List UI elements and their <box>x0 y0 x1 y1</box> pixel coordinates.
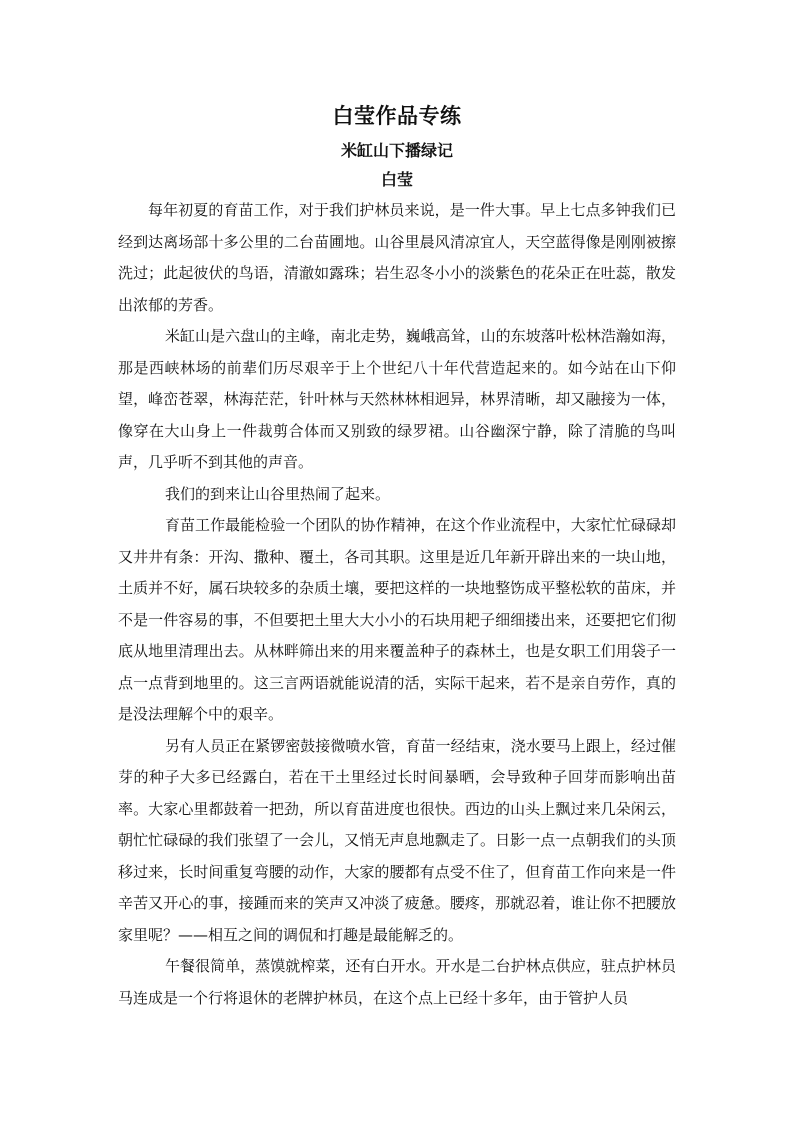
document-title: 白莹作品专练 <box>332 104 462 128</box>
document-page <box>118 100 676 1014</box>
paragraph-6: 午餐很简单，蒸馍就榨菜，还有白开水。开水是二台护林点供应，驻点护林员马连成是一个行将退休的老牌护林员，在这个点上已经十多年，由于管护人员 <box>118 957 676 1007</box>
article-title: 米缸山下播绿记 <box>340 141 453 160</box>
paragraph-3: 我们的到来让山谷里热闹了起来。 <box>165 484 391 503</box>
paragraph-5: 另有人员正在紧锣密鼓接微喷水管，育苗一经结束，浇水要马上跟上，经过催芽的种子大多已经露白，若在干土里经过长时间暴晒，会导致种子回芽而影响出苗率。大家心里都鼓着一把劲，所以育苗进度也很快。西边的山头上飘过来几朵闲云，朝忙忙碌碌的我们张望了一会儿，又悄无声息地飘走了。日影一点一点朝我们的头顶移过来，长时间重复弯腰的动作，大家的腰都有点受不住了，但育苗工作向来是一件辛苦又开心的事，接踵而来的笑声又冲淡了疲惫。腰疼，那就忍着，谁让你不把腰放家里呢？——相互之间的调侃和打趣是最能解乏的。 <box>118 736 676 944</box>
paragraph-1: 每年初夏的育苗工作，对于我们护林员来说，是一件大事。早上七点多钟我们已经到达离场部十多公里的二台苗圃地。山谷里晨风清凉宜人，天空蓝得像是刚刚被擦洗过；此起彼伏的鸟语，清澈如露珠；岩生忍冬小小的淡紫色的花朵正在吐蕊，散发出浓郁的芳香。 <box>118 201 676 314</box>
author-name: 白莹 <box>380 170 413 189</box>
paragraph-2: 米缸山是六盘山的主峰，南北走势，巍峨高耸，山的东坡落叶松林浩瀚如海，那是西峡林场的前辈们历尽艰辛于上个世纪八十年代营造起来的。如今站在山下仰望，峰峦苍翠，林海茫茫，针叶林与天然林林相迥异，林界清晰，却又融接为一体，像穿在大山身上一件裁剪合体而又别致的绿罗裙。山谷幽深宁静，除了清脆的鸟叫声，几乎听不到其他的声音。 <box>118 327 676 471</box>
paragraph-4: 育苗工作最能检验一个团队的协作精神，在这个作业流程中，大家忙忙碌碌却又井井有条：开沟、撒种、覆土，各司其职。这里是近几年新开辟出来的一块山地，土质并不好，属石块较多的杂质土壤，要把这样的一块地整饬成平整松软的苗床，并不是一件容易的事，不但要把土里大大小小的石块用耙子细细搂出来，还要把它们彻底从地里清理出去。从林畔筛出来的用来覆盖种子的森林土，也是女职工们用袋子一点一点背到地里的。这三言两语就能说清的活，实际干起来，若不是亲自劳作，真的是没法理解个中的艰辛。 <box>118 516 676 723</box>
